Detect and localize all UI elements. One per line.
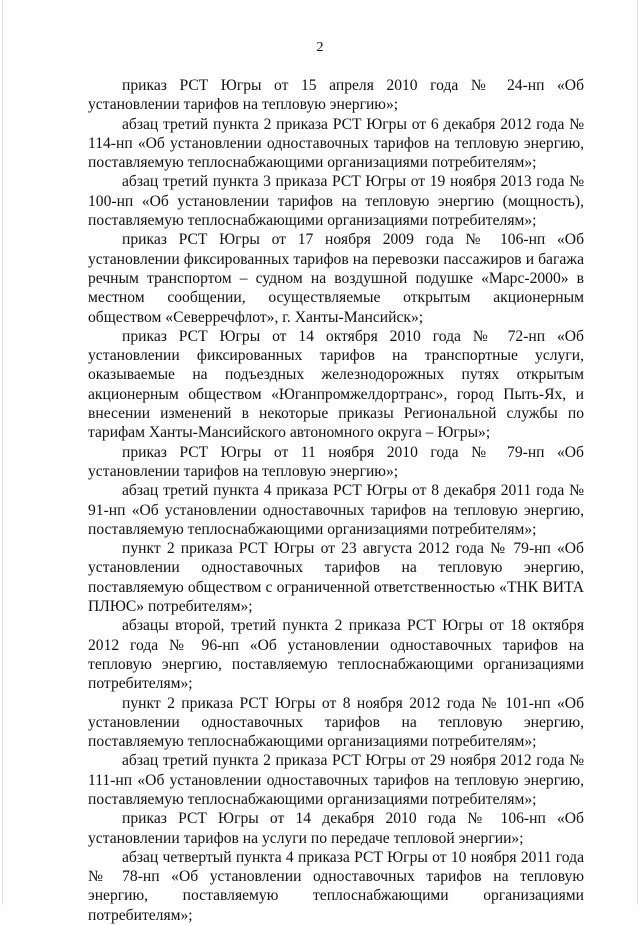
list-item: абзац четвертый пункта 4 приказа РСТ Югры от 10 ноября 2011 года № 78-нп «Об установлении одноставочных тарифов на тепловую энергию, поставляемую теплоснабжающими организациями потребителям»;	[88, 848, 584, 924]
list-item: пункт 2 приказа РСТ Югры от 8 ноября 2012 года № 101-нп «Об установлении одноставочных тарифов на тепловую энергию, поставляемую теплоснабжающими организациями потребителям»;	[88, 694, 584, 751]
document-body	[88, 76, 584, 925]
list-item: абзац третий пункта 3 приказа РСТ Югры от 19 ноября 2013 года № 100-нп «Об установлении тарифов на тепловую энергию (мощность), поставляемую теплоснабжающими организациями потребителям»;	[88, 173, 584, 230]
list-item: приказ РСТ Югры от 15 апреля 2010 года № 24-нп «Об установлении тарифов на тепловую энергию»;	[88, 77, 584, 114]
list-item: абзацы второй, третий пункта 2 приказа РСТ Югры от 18 октября 2012 года № 96-нп «Об установлении одноставочных тарифов на тепловую энергию, поставляемую теплоснабжающими организациями потребителям»;	[88, 617, 584, 693]
scan-edge-right	[637, 0, 638, 905]
list-item: абзац третий пункта 2 приказа РСТ Югры от 6 декабря 2012 года № 114-нп «Об установлении одноставочных тарифов на тепловую энергию, поставляемую теплоснабжающими организациями потребителям»;	[88, 115, 584, 172]
list-item: приказ РСТ Югры от 17 ноября 2009 года № 106-нп «Об установлении фиксированных тарифов на перевозки пассажиров и багажа речным транспортом – судном на воздушной подушке «Марс-2000» в местном сообщении, осуществляемые открытым акционерным обществом «Северречфлот», г. Ханты-Мансийск»;	[88, 231, 584, 326]
list-item: приказ РСТ Югры от 14 октября 2010 года № 72-нп «Об установлении фиксированных тарифов на транспортные услуги, оказываемые на подъездных железнодорожных путях открытым акционерным обществом «Юганпромжелдортранс», город Пыть-Ях, и внесении изменений в некоторые приказы Региональной службы по тарифам Ханты-Мансийского автономного округа – Югры»;	[88, 327, 584, 442]
scan-edge-left	[2, 0, 3, 905]
page-number: 2	[316, 40, 324, 55]
list-item: абзац третий пункта 2 приказа РСТ Югры от 29 ноября 2012 года № 111-нп «Об установлении одноставочных тарифов на тепловую энергию, поставляемую теплоснабжающими организациями потребителям»;	[88, 752, 584, 808]
list-item: абзац третий пункта 4 приказа РСТ Югры от 8 декабря 2011 года № 91-нп «Об установлении одноставочных тарифов на тепловую энергию, поставляемую теплоснабжающими организациями потребителям»;	[88, 482, 584, 538]
list-item: приказ РСТ Югры от 14 декабря 2010 года № 106-нп «Об установлении тарифов на услуги по передаче тепловой энергии»;	[88, 810, 584, 847]
list-item: пункт 2 приказа РСТ Югры от 23 августа 2012 года № 79-нп «Об установлении одноставочных тарифов на тепловую энергию, поставляемую обществом с ограниченной ответственностью «ТНК ВИТА ПЛЮС» потребителям»;	[88, 540, 584, 616]
list-item: приказ РСТ Югры от 11 ноября 2010 года № 79-нп «Об установлении тарифов на тепловую энергию»;	[88, 443, 584, 480]
